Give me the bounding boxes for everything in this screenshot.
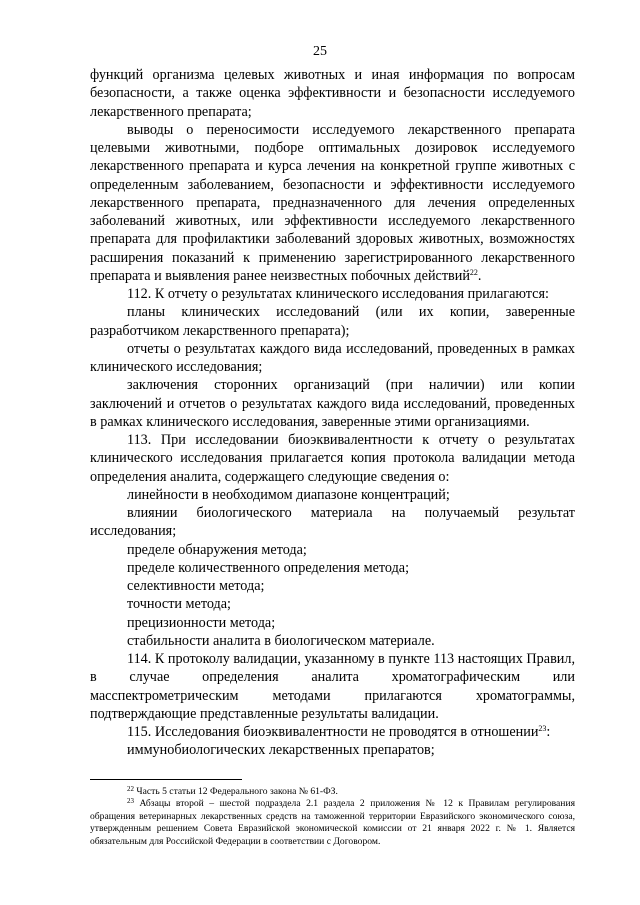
list-item: пределе обнаружения метода; (127, 541, 307, 558)
clause-114: 114. К протоколу валидации, указанному в пункте 113 настоящих Правил, в случае определения аналита хроматографическим или масспектрометрическим методами прилагаются хроматограммы, подтверждающие представленные результаты валидации. (90, 651, 575, 722)
list-item: планы клинических исследований (или их копии, заверенные разработчиком лекарственного препарата); (90, 304, 575, 339)
footnote-ref-23[interactable]: 23 (538, 724, 547, 733)
body-text (90, 66, 575, 760)
footnote-text: Часть 5 статьи 12 Федерального закона № 61-ФЗ. (134, 786, 338, 797)
list-item: прецизионности метода; (127, 614, 276, 631)
clause-113: 113. При исследовании биоэквивалентности к отчету о результатах клинического исследования прилагается копия протокола валидации метода определения аналита, содержащего следующие сведения о: (90, 432, 575, 485)
clause-112: 112. К отчету о результатах клинического исследования прилагаются: (127, 286, 549, 302)
paragraph-conclusions (90, 121, 575, 285)
footnote-mark: 23 (127, 797, 134, 806)
list-item: влиянии биологического материала на получаемый результат исследования; (90, 505, 575, 540)
list-item: стабильности аналита в биологическом материале. (127, 632, 435, 649)
footnote-text: Абзацы второй – шестой подраздела 2.1 раздела 2 приложения № 12 к Правилам регулирования обращения ветеринарных лекарственных средств на таможенной территории Евразийского экономического союза, утвержденным решением Совета Евразийской экономической комиссии от 21 января 2022 г. № 1. Является обязательным для Российской Федерации в соответствии с Договором. (90, 798, 575, 847)
list-item: пределе количественного определения метода; (127, 559, 410, 576)
footnote-23 (90, 798, 575, 848)
list-item: заключения сторонних организаций (при наличии) или копии заключений и отчетов о результатах каждого вида исследований, проведенных в рамках клинического исследования, заверенные этими организациями. (90, 377, 575, 430)
paragraph-text: выводы о переносимости исследуемого лекарственного препарата целевыми животными, подборе оптимальных дозировок исследуемого лекарственного препарата и курса лечения на конкретной группе животных с определенным заболеванием, безопасности и эффективности исследуемого лекарственного препарата, предназначенного для лечения определенных заболеваний животных, или эффективности исследуемого лекарственного препарата для профилактики заболеваний здоровых животных, возможностях расширения показаний к применению зарегистрированного лекарственного препарата и выявления ранее неизвестных побочных действий (90, 121, 575, 284)
clause-115 (90, 723, 575, 741)
list-item: линейности в необходимом диапазоне концентраций; (127, 486, 450, 503)
footnote-ref-22[interactable]: 22 (469, 267, 478, 277)
footnote-22 (90, 786, 575, 798)
footnotes (90, 786, 575, 848)
paragraph-end: : (546, 724, 551, 740)
list-item: отчеты о результатах каждого вида исследований, проведенных в рамках клинического исследования; (90, 340, 575, 375)
paragraph-end: . (477, 267, 482, 284)
page-number: 25 (313, 44, 327, 59)
list-item: селективности метода; (127, 578, 265, 594)
list-item: иммунобиологических лекарственных препаратов; (127, 742, 435, 759)
footnote-mark: 22 (127, 785, 134, 793)
list-item: точности метода; (127, 596, 231, 613)
paragraph-continuation: функций организма целевых животных и иная информация по вопросам безопасности, а также оценка эффективности и безопасности исследуемого лекарственного препарата; (90, 67, 575, 120)
footnote-divider (90, 779, 242, 780)
paragraph-text: 115. Исследования биоэквивалентности не проводятся в отношении (127, 724, 539, 740)
